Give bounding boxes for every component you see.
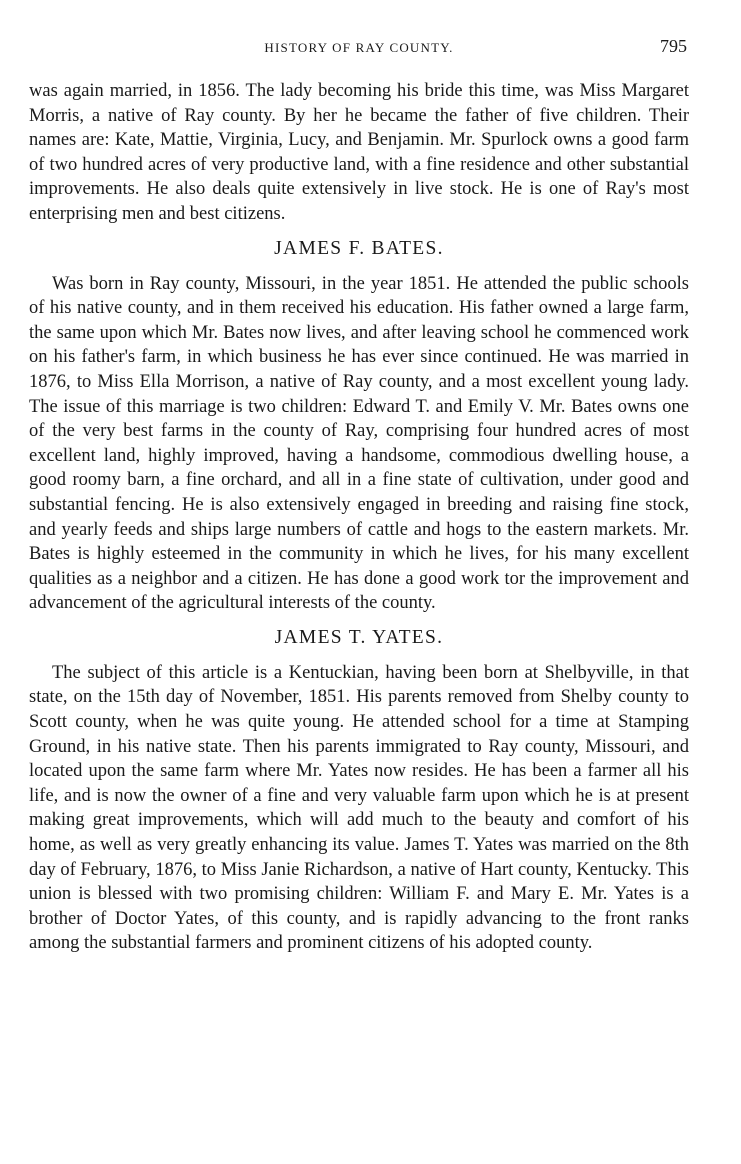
biography-james-f-bates: Was born in Ray county, Missouri, in the year 1851. He attended the public schools of his native county, and in them received his education. His father owned a large farm, the same upon which Mr. Bates now lives, and after leaving school he commenced work on his father's farm, in which business he has ever since continued. He was married in 1876, to Miss Ella Morrison, a native of Ray county, and a most excellent young lady. The issue of this marriage is two children: Edward T. and Emily V. Mr. Bates owns one of the very best farms in the county of Ray, comprising four hundred acres of most excellent land, highly improved, having a handsome, commodious dwelling house, a good roomy barn, a fine orchard, and all in a fine state of cultivation, under good and substantial fencing. He is also extensively engaged in breeding and raising fine stock, and yearly feeds and ships large numbers of cattle and hogs to the eastern markets. Mr. Bates is highly esteemed in the community in which he lives, for his many excellent qualities as a neighbor and a citizen. He has done a good work tor the improvement and advancement of the agricultural interests of the county. xyxy=(29,273,689,614)
book-page xyxy=(29,34,689,956)
biography-james-t-yates: The subject of this article is a Kentuckian, having been born at Shelbyville, in that state, on the 15th day of November, 1851. His parents removed from Shelby county to Scott county, when he was quite young. He attended school for a time at Stamping Ground, in his native state. Then his parents immigrated to Ray county, Missouri, and located upon the same farm where Mr. Yates now resides. He has been a farmer all his life, and is now the owner of a fine and very valuable farm upon which he is at present making great improvements, which will add much to the beauty and comfort of his home, as well as very greatly enhancing its value. James T. Yates was married on the 8th day of February, 1876, to Miss Janie Richardson, a native of Hart county, Kentucky. This union is blessed with two promising children: William F. and Mary E. Mr. Yates is a brother of Doctor Yates, of this county, and is rapidly advancing to the front ranks among the substantial farmers and prominent citizens of his adopted county. xyxy=(29,662,689,954)
running-header xyxy=(29,34,689,60)
page-number: 795 xyxy=(660,36,687,56)
section-heading-james-t-yates: JAMES T. YATES. xyxy=(274,626,444,648)
running-title: HISTORY OF RAY COUNTY. xyxy=(264,40,454,55)
section-heading-james-f-bates: JAMES F. BATES. xyxy=(274,237,444,259)
continued-paragraph: was again married, in 1856. The lady becoming his bride this time, was Miss Margaret Morris, a native of Ray county. By her he became the father of five children. Their names are: Kate, Mattie, Virginia, Lucy, and Benjamin. Mr. Spurlock owns a good farm of two hundred acres of very productive land, with a fine residence and other substantial improvements. He also deals quite extensively in live stock. He is one of Ray's most enterprising men and best citizens. xyxy=(29,81,689,224)
